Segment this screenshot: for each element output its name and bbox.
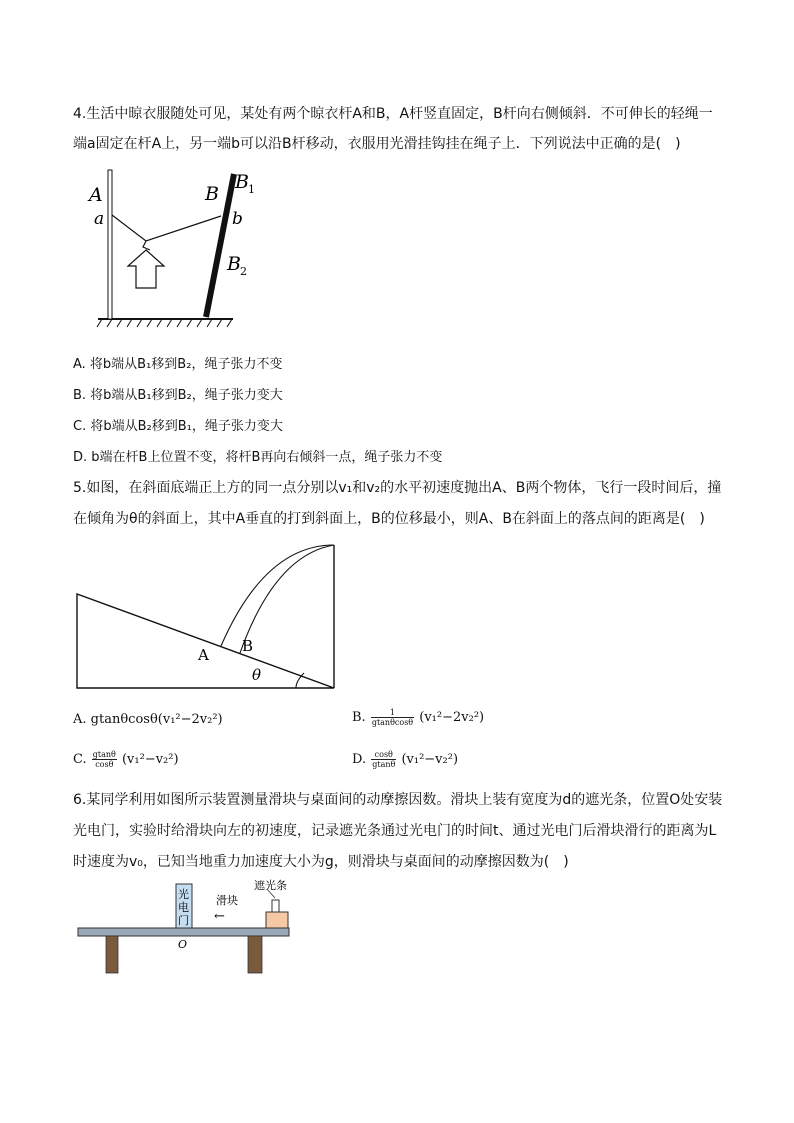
table-leg-right <box>248 936 262 973</box>
q4-option-a[interactable]: A. 将b端从B₁移到B₂，绳子张力不变 <box>73 357 283 372</box>
label-b-pole: B <box>205 183 219 205</box>
label-b1-sub: 1 <box>248 183 255 196</box>
q5-option-d-letter: D. <box>352 752 367 767</box>
label-b-point: b <box>232 209 243 229</box>
q5-option-b-den: gtanθcosθ <box>371 718 414 727</box>
q5-option-d-expr: (v₁²−v₂²) <box>401 752 459 767</box>
incline <box>77 594 334 688</box>
light-strip <box>272 900 279 912</box>
label-a-pole: A <box>89 184 103 206</box>
q5-option-b-letter: B. <box>352 710 366 725</box>
q5-option-b-expr: (v₁²−2v₂²) <box>419 710 485 725</box>
hanger-hook <box>143 241 150 250</box>
q5-option-a[interactable] <box>73 712 223 727</box>
q5-option-d[interactable] <box>352 750 458 769</box>
q5-option-b-fraction <box>371 708 414 727</box>
label-a-landing: A <box>198 646 209 664</box>
q5-stem-line-1: 5.如图，在斜面底端正上方的同一点分别以v₁和v₂的水平初速度抛出A、B两个物体，飞行一段时间后，撞 <box>73 480 722 496</box>
q5-option-c-fraction <box>92 750 117 769</box>
q5-option-d-num: cosθ <box>371 750 396 760</box>
trajectory-b <box>240 545 334 653</box>
q5-option-c[interactable] <box>73 750 179 769</box>
q5-option-b-num: 1 <box>371 708 414 718</box>
trajectory-a <box>221 545 334 646</box>
q5-option-d-fraction <box>371 750 396 769</box>
q5-option-c-den: cosθ <box>95 760 114 769</box>
label-b1: B <box>235 171 249 193</box>
label-slider: 滑块 <box>216 894 238 907</box>
q4-option-c[interactable]: C. 将b端从B₂移到B₁，绳子张力变大 <box>73 419 283 434</box>
table-top <box>78 928 289 936</box>
photogate-char-2: 电 <box>178 901 189 914</box>
q6-figure <box>74 876 296 976</box>
q6-stem-line-3: 时速度为v₀，已知当地重力加速度大小为g，则滑块与桌面间的动摩擦因数为( ) <box>73 854 569 870</box>
q5-figure <box>70 540 340 692</box>
q5-option-c-num: gtanθ <box>92 750 116 759</box>
pole-a <box>108 170 112 319</box>
q5-stem-line-2: 在倾角为θ的斜面上，其中A垂直的打到斜面上，B的位移最小，则A、B在斜面上的落点间的距离是( ) <box>73 511 705 527</box>
label-theta: θ <box>252 666 262 684</box>
q5-option-a-expr: gtanθcosθ(v₁²−2v₂²) <box>90 712 223 727</box>
q4-ground-hatch <box>97 319 232 327</box>
q4-option-b[interactable]: B. 将b端从B₁移到B₂，绳子张力变大 <box>73 388 283 403</box>
q4-stem-line-1: 4.生活中晾衣服随处可见，某处有两个晾衣杆A和B，A杆竖直固定，B杆向右侧倾斜．不可伸长的轻绳一 <box>73 106 713 122</box>
label-o: O <box>178 938 188 951</box>
q5-option-a-letter: A. <box>73 712 87 727</box>
q5-option-c-expr: (v₁²−v₂²) <box>121 752 179 767</box>
rope <box>112 215 221 241</box>
q4-figure <box>88 168 255 330</box>
label-a-point: a <box>94 209 105 229</box>
photogate-char-3: 门 <box>178 914 189 927</box>
q5-option-d-den: gtanθ <box>372 760 396 769</box>
q6-stem-line-1: 6.某同学利用如图所示装置测量滑块与桌面间的动摩擦因数。滑块上装有宽度为d的遮光条，位置O处安装 <box>73 792 723 808</box>
direction-arrow: ← <box>214 909 225 924</box>
label-b-landing: B <box>242 637 254 655</box>
q4-option-d[interactable]: D. b端在杆B上位置不变，将杆B再向右倾斜一点，绳子张力不变 <box>73 450 443 465</box>
label-b2: B <box>227 253 241 275</box>
q5-option-b[interactable] <box>352 708 484 727</box>
q6-stem-line-2: 光电门，实验时给滑块向左的初速度，记录遮光条通过光电门的时间t、通过光电门后滑块滑行的距离为L <box>73 823 717 839</box>
label-strip: 遮光条 <box>254 879 287 892</box>
label-b2-sub: 2 <box>240 265 247 278</box>
photogate-char-1: 光 <box>178 888 189 901</box>
table-leg-left <box>106 936 118 973</box>
q5-option-c-letter: C. <box>73 752 87 767</box>
q4-stem-line-2: 端a固定在杆A上，另一端b可以沿B杆移动，衣服用光滑挂钩挂在绳子上．下列说法中正确的是( ) <box>73 136 681 152</box>
slider-block <box>266 912 288 928</box>
clothes <box>128 250 164 288</box>
